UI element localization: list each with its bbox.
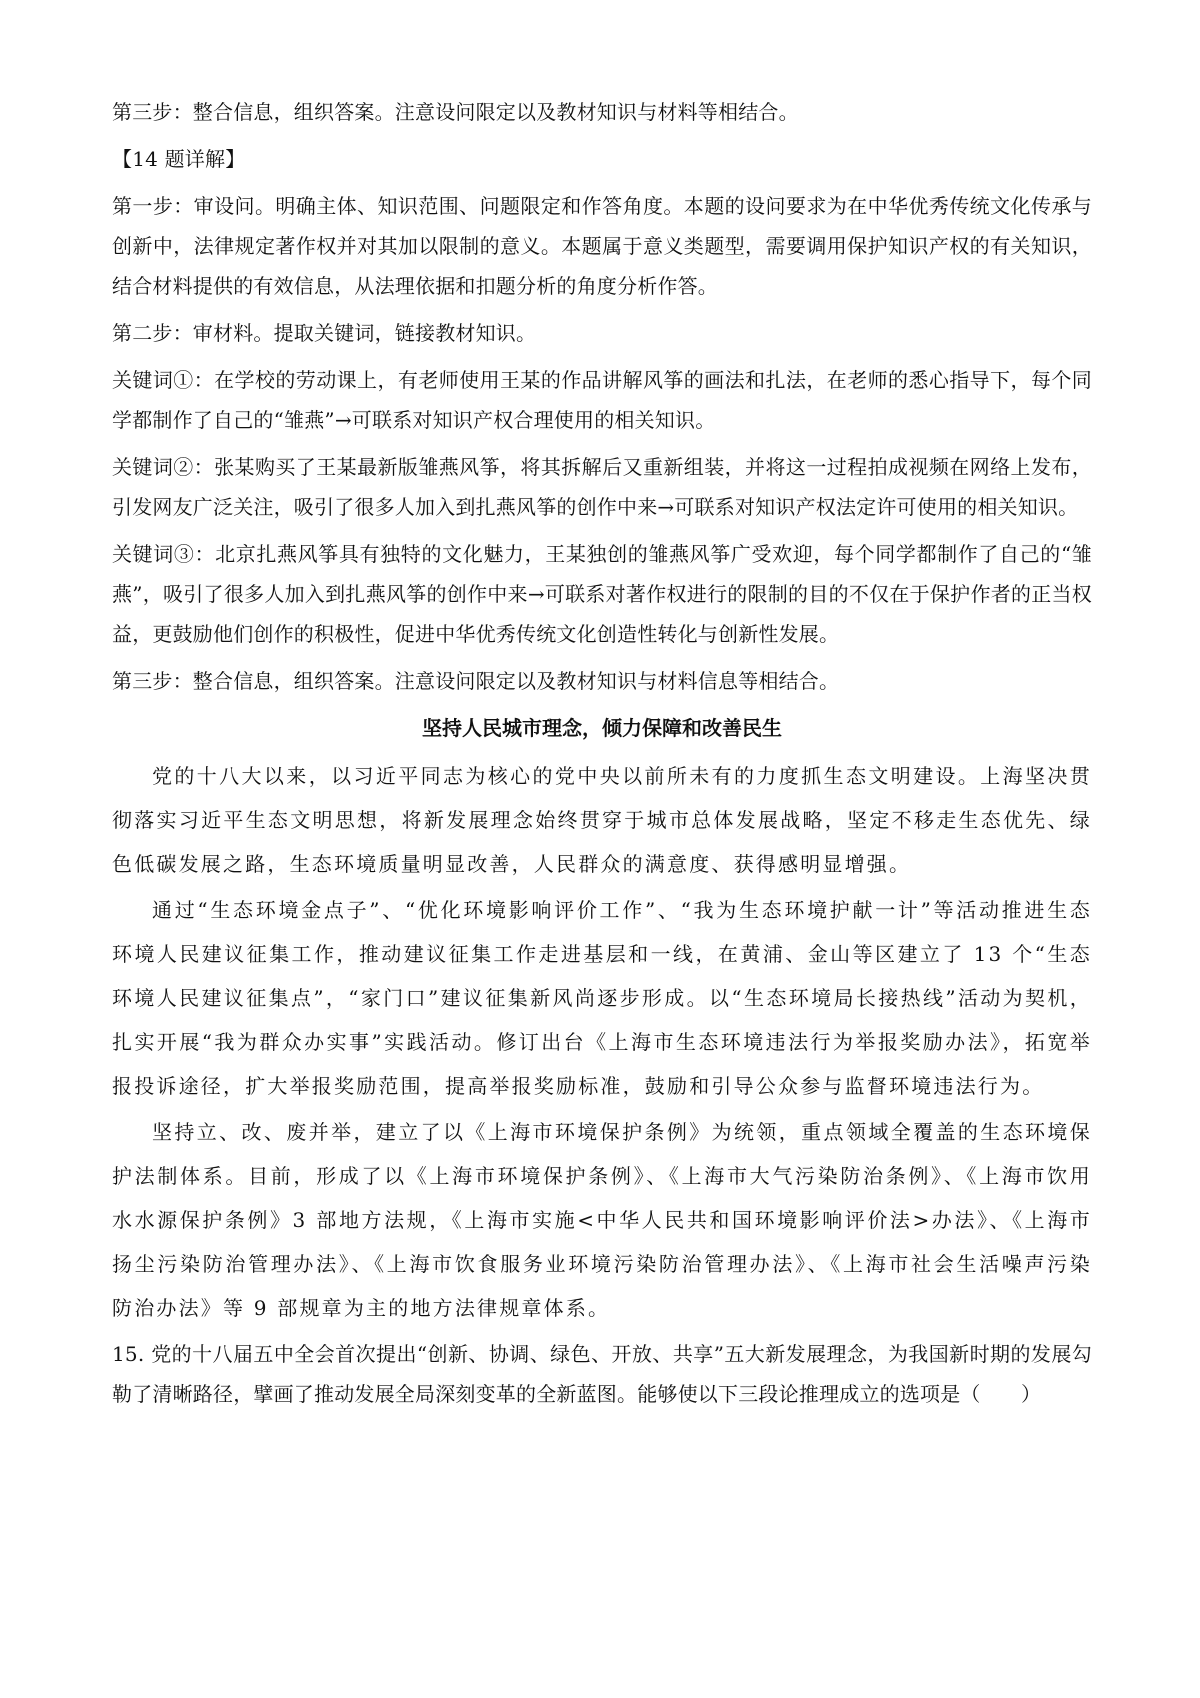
step-one-paragraph: 第一步：审设问。明确主体、知识范围、问题限定和作答角度。本题的设问要求为在中华优秀传统文化传承与创新中，法律规定著作权并对其加以限制的意义。本题属于意义类题型，需要调用保护知识产权的有关知识，结合材料提供的有效信息，从法理依据和扣题分析的角度分析作答。 xyxy=(112,194,1092,298)
keyword-three-paragraph: 关键词③：北京扎燕风筝具有独特的文化魅力，王某独创的雏燕风筝广受欢迎，每个同学都制作了自己的“雏燕”，吸引了很多人加入到扎燕风筝的创作中来→可联系对著作权进行的限制的目的不仅在于保护作者的正当权益，更鼓励他们创作的积极性，促进中华优秀传统文化创造性转化与创新性发展。 xyxy=(112,542,1092,646)
passage-paragraph-3: 坚持立、改、废并举，建立了以《上海市环境保护条例》为统领，重点领域全覆盖的生态环境保护法制体系。目前，形成了以《上海市环境保护条例》、《上海市大气污染防治条例》、《上海市饮用水水源保护条例》3 部地方法规，《上海市实施<中华人民共和国环境影响评价法>办法》、《上海市扬尘污染防治管理办法》、《上海市饮食服务业环境污染防治管理办法》、《上海市社会生活噪声污染防治办法》等 9 部规章为主的地方法律规章体系。 xyxy=(112,1120,1093,1320)
step-three-paragraph: 第三步：整合信息，组织答案。注意设问限定以及教材知识与材料等相结合。 xyxy=(112,100,799,124)
reading-passage xyxy=(112,708,1092,1330)
passage-paragraph-2: 通过“生态环境金点子”、“优化环境影响评价工作”、“我为生态环境护献一计”等活动推进生态环境人民建议征集工作，推动建议征集工作走进基层和一线，在黄浦、金山等区建立了 13 个“生态环境人民建议征集点”，“家门口”建议征集新风尚逐步形成。以“生态环境局长接热线”活动为契机，扎实开展“我为群众办实事”实践活动。修订出台《上海市生态环境违法行为举报奖励办法》，拓宽举报投诉途径，扩大举报奖励范围，提高举报奖励标准，鼓励和引导公众参与监督环境违法行为。 xyxy=(112,898,1092,1098)
keyword-one-paragraph: 关键词①：在学校的劳动课上，有老师使用王某的作品讲解风筝的画法和扎法，在老师的悉心指导下，每个同学都制作了自己的“雏燕”→可联系对知识产权合理使用的相关知识。 xyxy=(112,368,1092,432)
document-page xyxy=(112,92,1092,1414)
passage-paragraph-1: 党的十八大以来，以习近平同志为核心的党中央以前所未有的力度抓生态文明建设。上海坚决贯彻落实习近平生态文明思想，将新发展理念始终贯穿于城市总体发展战略，坚定不移走生态优先、绿色低碳发展之路，生态环境质量明显改善，人民群众的满意度、获得感明显增强。 xyxy=(112,764,1092,876)
step-three-final-paragraph: 第三步：整合信息，组织答案。注意设问限定以及教材知识与材料信息等相结合。 xyxy=(112,669,840,693)
step-two-paragraph: 第二步：审材料。提取关键词，链接教材知识。 xyxy=(112,321,537,345)
keyword-two-paragraph: 关键词②：张某购买了王某最新版雏燕风筝，将其拆解后又重新组装，并将这一过程拍成视频在网络上发布，引发网友广泛关注，吸引了很多人加入到扎燕风筝的创作中来→可联系对知识产权法定许可使用的相关知识。 xyxy=(112,455,1092,519)
answer-section xyxy=(112,92,1092,701)
question-14-explanation-label: 【14 题详解】 xyxy=(112,147,246,171)
question-15-stem: 15. 党的十八届五中全会首次提出“创新、协调、绿色、开放、共享”五大新发展理念，为我国新时期的发展勾勒了清晰路径，擘画了推动发展全局深刻变革的全新蓝图。能够使以下三段论推理成立的选项是（ ） xyxy=(112,1342,1092,1406)
passage-title: 坚持人民城市理念，倾力保障和改善民生 xyxy=(422,716,782,740)
